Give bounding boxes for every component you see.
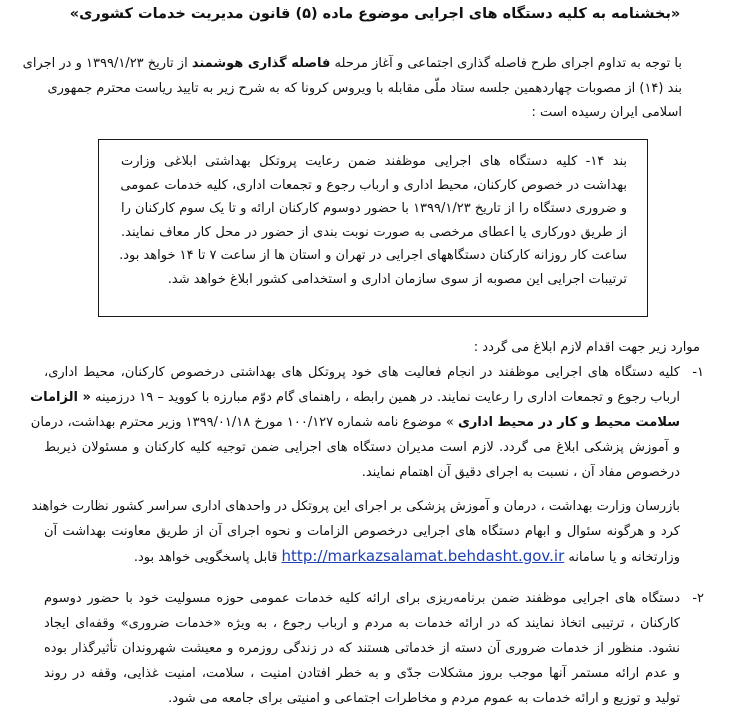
intro-line-3: اسلامی ایران رسیده است : <box>531 105 682 120</box>
quoted-resolution-box <box>98 139 648 317</box>
item1-line-2: ارباب رجوع و تجمعات اداری را رعایت نمایند. در همین رابطه ، راهنمای گام دوّم مبارزه با کووید – ۱۹ درزمینه « الزامات <box>30 390 680 405</box>
item1-line-3: سلامت محیط و کار در محیط اداری » موضوع نامه شماره ۱۰۰/۱۲۷ مورخ ۱۳۹۹/۰۱/۱۸ وزیر محترم بهداشت، درمان <box>30 415 680 430</box>
item2-line-5: تولید و توزیع و ارائه خدمات به عموم مردم و مخاطرات اجتماعی و امنیتی برای جامعه می شود. <box>168 691 680 706</box>
document-title: «بخشنامه به کلیه دستگاه های اجرایی موضوع ماده (۵) قانون مدیریت خدمات کشوری» <box>69 6 681 22</box>
item2-line-3: نشود. منظور از خدمات ضروری آن دسته از خدماتی هستند که در زندگی روزمره و معیشت شهروندان تأثیرگذار بوده <box>44 641 680 656</box>
item2-line-1: دستگاه های اجرایی موظفند ضمن برنامه‌ریزی برای ارائه کلیه خدمات عمومی حوزه مسولیت خود با حضور دوسوم <box>44 591 680 606</box>
box-line-3: و ضروری دستگاه را از تاریخ ۱۳۹۹/۱/۲۳ با حضور دوسوم کارکنان ارائه و تا یک سوم کارکنان را <box>121 201 628 216</box>
intro-line-1: با توجه به تداوم اجرای طرح فاصله گذاری اجتماعی و آغاز مرحله فاصله گذاری هوشمند از تاریخ ۱۳۹۹/۱/۲۳ و در اجرای <box>22 56 682 71</box>
item1-line-1: کلیه دستگاه های اجرایی موظفند در انجام فعالیت های خود پروتکل های بهداشتی درخصوص کارکنان، محیط اداری، <box>44 365 680 380</box>
intro-paragraph <box>22 52 682 126</box>
box-line-2: بهداشت در خصوص کارکنان، محیط اداری و ارباب رجوع و تجمعات اداری، کلیه خدمات عمومی <box>120 177 627 193</box>
bold-phrase: « الزامات <box>30 390 91 405</box>
item1-line-4: و آموزش پزشکی ابلاغ می گردد. لازم است مدیران دستگاه های اجرایی ضمن توجیه کلیه کارکنان و مسئولان ذیربط <box>44 440 680 455</box>
list-item-1 <box>30 360 704 485</box>
sub-line-2: کرد و هرگونه سئوال و ابهام دستگاه های اجرایی درخصوص الزامات و نحوه اجرای آن از طریق معاونت بهداشت آن <box>44 524 680 539</box>
box-line-5: ساعت کار روزانه کارکنان دستگاههای اجرایی در تهران و استان ها از ساعت ۷ تا ۱۴ خواهد بود. <box>119 248 627 263</box>
inspection-paragraph <box>31 494 680 570</box>
box-line-4: از طریق دورکاری یا اعطای مرخصی به صورت نوبت بندی از حضور در محل کار معاف نمایند. <box>121 224 627 240</box>
lead-sentence: موارد زیر جهت اقدام لازم ابلاغ می گردد : <box>473 340 700 355</box>
item-number: ۲- <box>692 591 704 606</box>
item1-line-5: درخصوص مفاد آن ، نسبت به اجرای دقیق آن اهتمام نمایند. <box>361 465 680 480</box>
item2-line-2: کارکنان ، ترتیبی اتخاذ نمایند که در ارائه خدمات به مردم و ارباب رجوع ، به ویژه «خدمات ضروری» وقفه‌ای ایجاد <box>44 616 680 631</box>
item2-line-4: و عدم ارائه مستمر آنها موجب بروز مشکلات جدّی و به خطر افتادن امنیت ، سلامت، امنیت غذایی، وقفه در روند <box>44 666 680 681</box>
markazsalamat-link[interactable]: http://markazsalamat.behdasht.gov.ir <box>281 547 565 565</box>
bold-phrase: فاصله گذاری هوشمند <box>191 56 331 71</box>
box-line-1: بند ۱۴- کلیه دستگاه های اجرایی موظفند ضمن رعایت پروتکل بهداشتی ابلاغی وزارت <box>121 154 628 169</box>
list-item-2 <box>44 586 704 711</box>
intro-line-2: بند (۱۴) از مصوبات چهاردهمین جلسه ستاد ملّی مقابله با ویروس کرونا که به شرح زیر به تایید ریاست محترم جمهوری <box>47 80 682 96</box>
box-line-6: ترتیبات اجرایی این مصوبه از سوی سازمان اداری و استخدامی کشور ابلاغ خواهد شد. <box>167 271 627 287</box>
bold-phrase: سلامت محیط و کار در محیط اداری <box>457 415 680 430</box>
sub-line-1: بازرسان وزارت بهداشت ، درمان و آموزش پزشکی بر اجرای این پروتکل در واحدهای اداری سراسر کشور نظارت خواهند <box>31 499 680 514</box>
sub-line-3: وزارتخانه و یا سامانه http://markazsalamat.behdasht.gov.ir قابل پاسخگویی خواهد بود. <box>133 547 680 565</box>
item-number: ۱- <box>692 365 704 380</box>
